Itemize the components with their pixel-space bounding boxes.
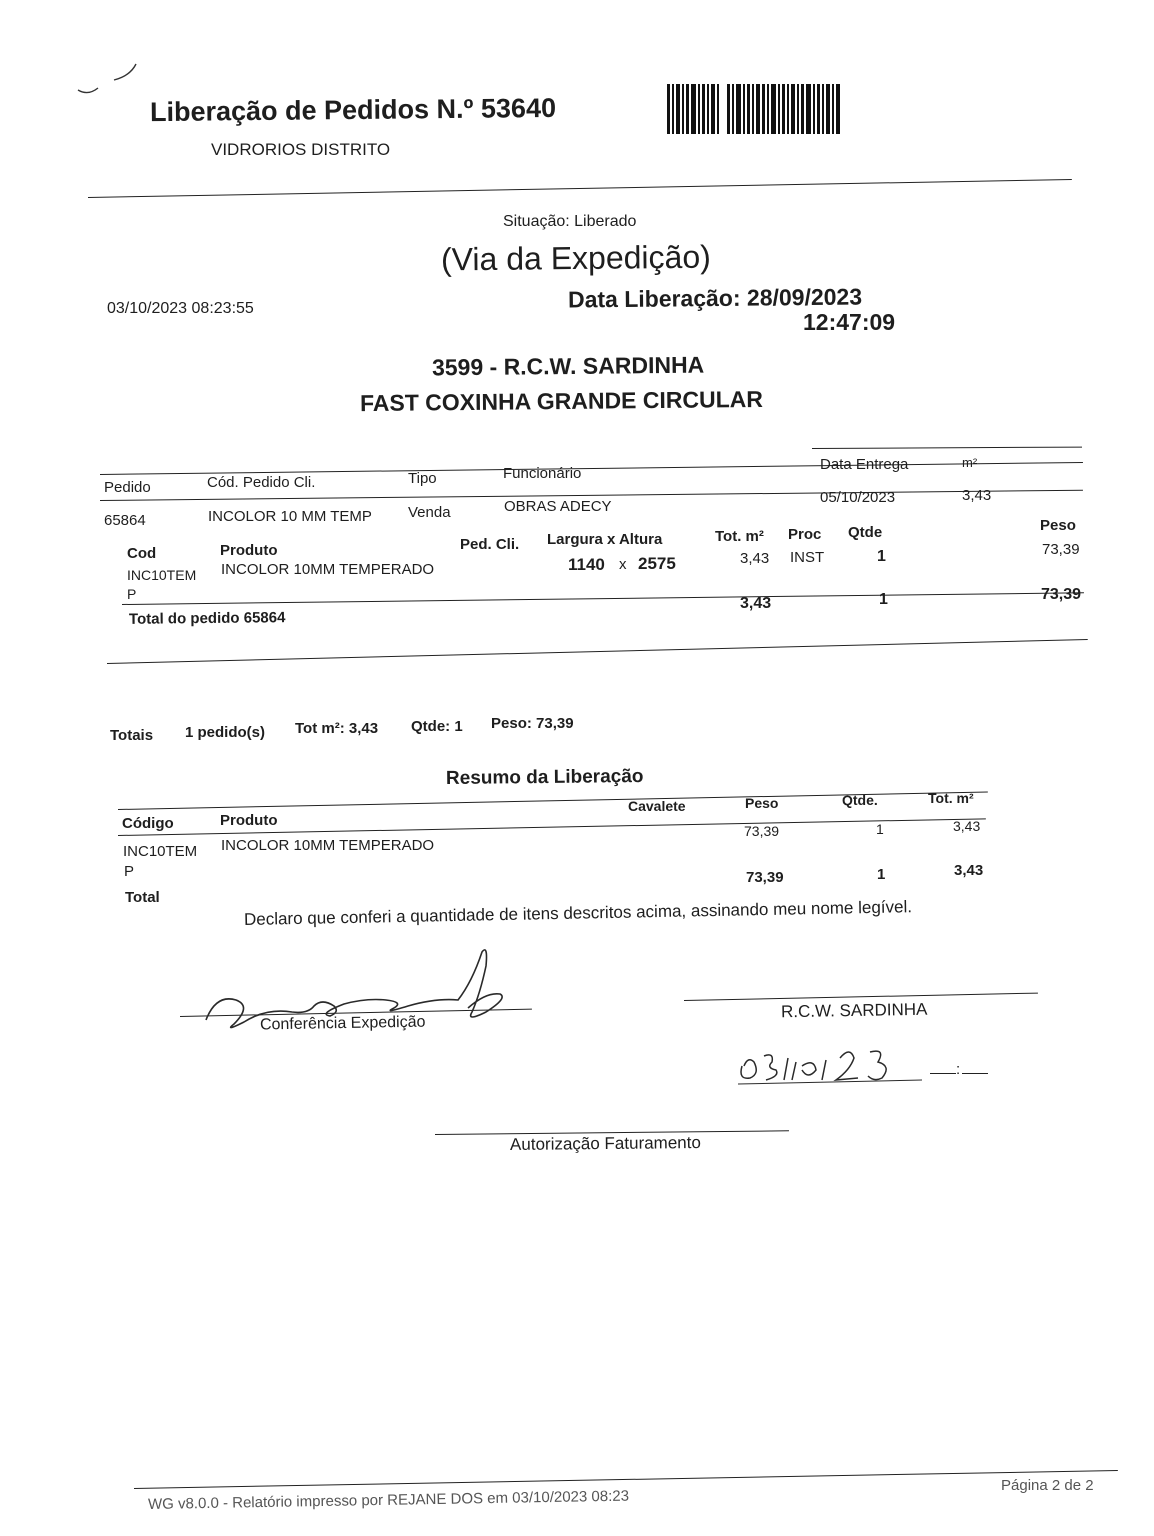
item-x-separator: x bbox=[619, 556, 627, 573]
item-col-largura-altura: Largura x Altura bbox=[547, 531, 663, 548]
summary-total-qtde: 1 bbox=[877, 866, 886, 883]
item-altura-value: 2575 bbox=[638, 554, 676, 573]
totals-pedidos: 1 pedido(s) bbox=[185, 724, 266, 741]
order-m2-value: 3,43 bbox=[962, 487, 992, 504]
summary-total-label: Total bbox=[125, 889, 160, 906]
summary-codigo-value-cont: P bbox=[124, 863, 135, 880]
handwritten-date bbox=[736, 1036, 926, 1088]
summary-col-codigo: Código bbox=[122, 815, 174, 832]
autorizacao-label: Autorização Faturamento bbox=[509, 1133, 701, 1154]
order-total-qtde: 1 bbox=[879, 591, 888, 608]
totals-tot-m2: Tot m²: 3,43 bbox=[295, 720, 379, 737]
totals-qtde: Qtde: 1 bbox=[411, 718, 463, 735]
order-total-line bbox=[122, 592, 1084, 605]
order-total-label: Total do pedido 65864 bbox=[128, 609, 286, 628]
item-largura-value: 1140 bbox=[568, 555, 605, 574]
order-table-top-line bbox=[812, 447, 1082, 449]
header-divider bbox=[88, 179, 1072, 198]
footer-page-number: Página 2 de 2 bbox=[1001, 1477, 1094, 1494]
summary-title: Resumo da Liberação bbox=[445, 765, 644, 790]
order-data-entrega-value: 05/10/2023 bbox=[820, 489, 896, 506]
order-pedido-value: 65864 bbox=[104, 512, 146, 529]
col-m2: m² bbox=[962, 455, 978, 470]
order-total-peso: 73,39 bbox=[1041, 586, 1082, 603]
data-liberacao-time: 12:47:09 bbox=[803, 309, 896, 335]
via-expedicao: (Via da Expedição) bbox=[440, 238, 711, 278]
col-data-entrega: Data Entrega bbox=[820, 456, 909, 473]
item-cod-value-cont: P bbox=[127, 586, 137, 602]
client-signature-line bbox=[684, 993, 1038, 1001]
summary-qtde-value: 1 bbox=[876, 821, 884, 837]
summary-tot-m2-value: 3,43 bbox=[953, 818, 981, 834]
item-cod-value: INC10TEM bbox=[127, 567, 197, 583]
item-qtde-value: 1 bbox=[877, 548, 886, 565]
col-cod-pedido-cli: Cód. Pedido Cli. bbox=[207, 474, 316, 491]
item-col-qtde: Qtde bbox=[848, 524, 883, 541]
order-section-bottom-line bbox=[107, 639, 1088, 664]
pen-mark-scribble bbox=[74, 60, 144, 100]
item-produto-value: INCOLOR 10MM TEMPERADO bbox=[221, 561, 435, 578]
order-funcionario-value: OBRAS ADECY bbox=[504, 498, 612, 515]
client-code-name: 3599 - R.C.W. SARDINHA bbox=[431, 351, 705, 381]
col-funcionario: Funcionário bbox=[503, 465, 582, 482]
footer-line bbox=[134, 1470, 1118, 1489]
summary-col-qtde: Qtde. bbox=[842, 792, 878, 808]
order-cod-pedido-cli-value: INCOLOR 10 MM TEMP bbox=[208, 508, 372, 525]
item-col-peso: Peso bbox=[1040, 517, 1076, 534]
item-col-proc: Proc bbox=[788, 526, 822, 543]
col-pedido: Pedido bbox=[104, 479, 151, 496]
order-total-tot-m2: 3,43 bbox=[740, 595, 772, 612]
col-tipo: Tipo bbox=[408, 470, 437, 487]
item-proc-value: INST bbox=[790, 549, 825, 566]
declaration-text: Declaro que conferi a quantidade de itens descritos acima, assinando meu nome legível. bbox=[243, 897, 913, 929]
summary-col-peso: Peso bbox=[745, 795, 779, 811]
data-liberacao-date: 28/09/2023 bbox=[746, 283, 863, 311]
summary-col-cavalete: Cavalete bbox=[628, 798, 686, 814]
footer-printed-by: WG v8.0.0 - Relatório impresso por REJANE DOS em 03/10/2023 08:23 bbox=[147, 1487, 630, 1513]
item-col-produto: Produto bbox=[220, 542, 278, 559]
page-title: Liberação de Pedidos N.º 53640 bbox=[149, 92, 557, 128]
summary-col-tot-m2: Tot. m² bbox=[928, 790, 974, 806]
time-colon: : bbox=[956, 1061, 963, 1078]
item-peso-value: 73,39 bbox=[1042, 541, 1080, 558]
summary-col-produto: Produto bbox=[220, 812, 278, 829]
client-fantasy-name: FAST COXINHA GRANDE CIRCULAR bbox=[359, 385, 764, 417]
totals-label: Totais bbox=[110, 727, 154, 744]
print-datetime: 03/10/2023 08:23:55 bbox=[107, 300, 254, 317]
summary-produto-value: INCOLOR 10MM TEMPERADO bbox=[221, 837, 435, 854]
situacao-label: Situação: Liberado bbox=[503, 213, 637, 230]
barcode-icon bbox=[667, 82, 843, 136]
item-col-ped-cli: Ped. Cli. bbox=[460, 536, 520, 553]
item-col-cod: Cod bbox=[127, 545, 157, 562]
data-liberacao-label: Data Liberação: bbox=[567, 284, 741, 313]
company-name: VIDRORIOS DISTRITO bbox=[211, 140, 391, 159]
order-tipo-value: Venda bbox=[408, 504, 451, 521]
summary-codigo-value: INC10TEM bbox=[123, 843, 198, 860]
conferencia-label: Conferência Expedição bbox=[259, 1013, 426, 1034]
time-placeholder bbox=[930, 1061, 988, 1078]
item-col-tot-m2: Tot. m² bbox=[715, 528, 764, 545]
item-tot-m2-value: 3,43 bbox=[740, 550, 770, 567]
client-signature-name: R.C.W. SARDINHA bbox=[780, 999, 928, 1022]
summary-total-tot-m2: 3,43 bbox=[954, 862, 984, 879]
summary-peso-value: 73,39 bbox=[744, 823, 780, 839]
summary-total-peso: 73,39 bbox=[746, 869, 784, 886]
totals-peso: Peso: 73,39 bbox=[491, 715, 574, 732]
